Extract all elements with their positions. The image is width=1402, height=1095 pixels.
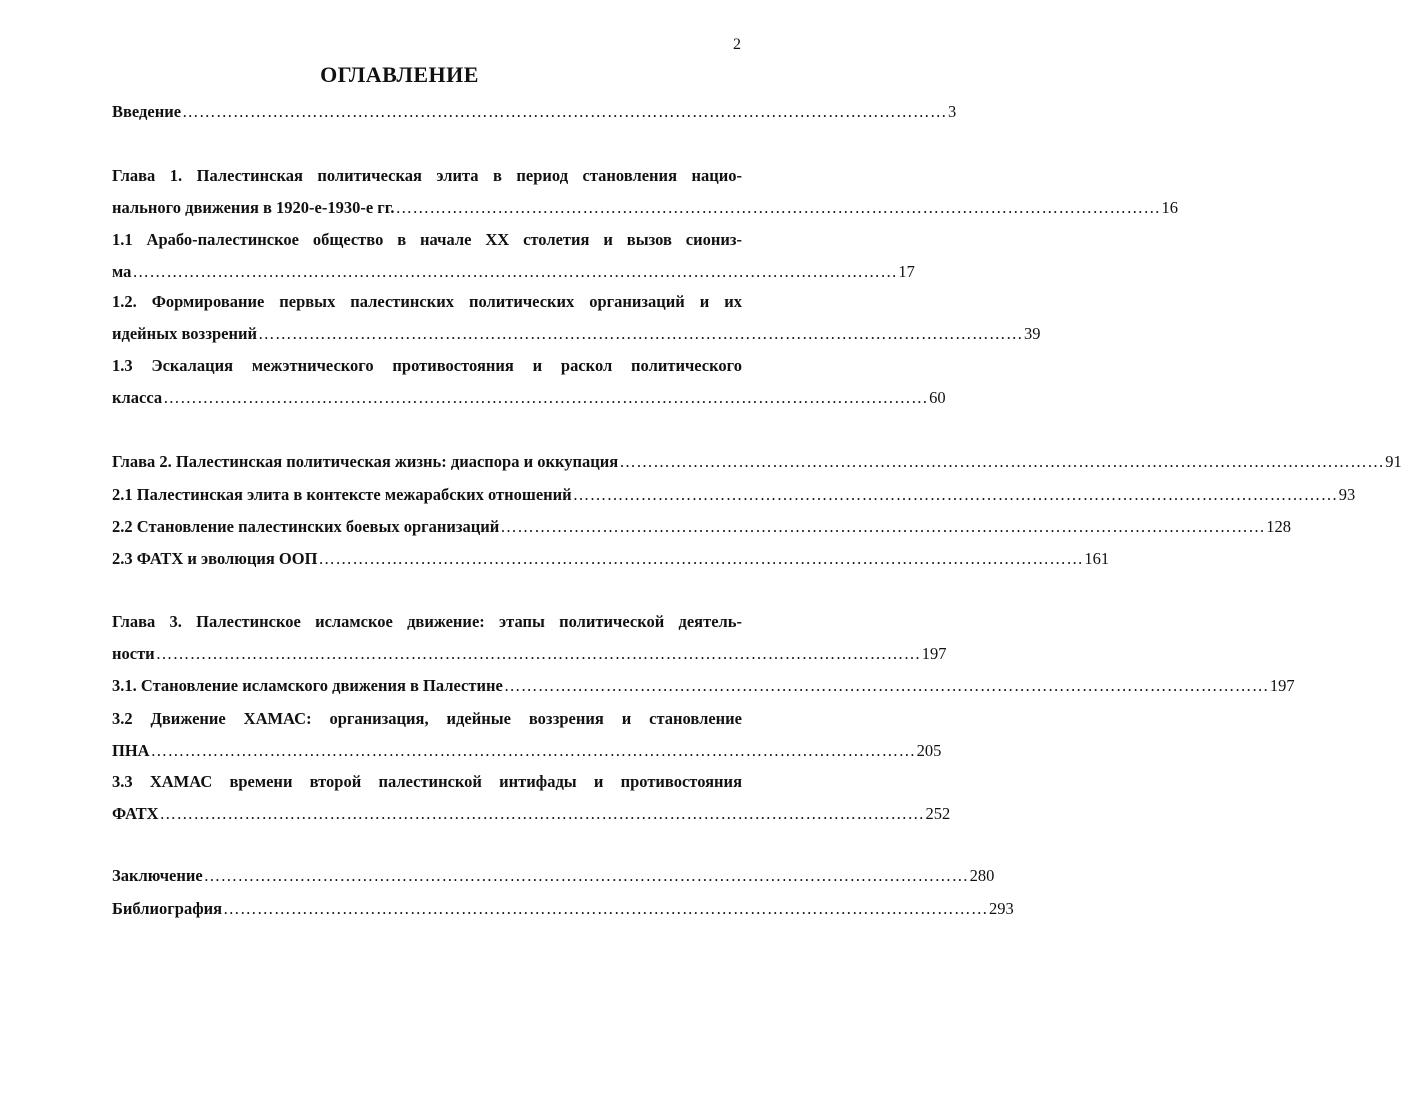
leader-dots: ……………………………………………………………………………………………………………………… — [150, 741, 916, 760]
toc-entry-text: класса — [112, 388, 163, 407]
toc-entry-chapter-3[interactable] — [112, 606, 947, 670]
leader-dots: ……………………………………………………………………………………………………………………… — [619, 452, 1385, 471]
toc-page-number: 280 — [969, 866, 995, 885]
toc-entry-text: Введение — [112, 102, 182, 121]
toc-page-number: 17 — [898, 262, 915, 281]
toc-page-number: 128 — [1266, 517, 1292, 536]
toc-entry-section-1-1[interactable] — [112, 224, 915, 288]
toc-entry-text: 2.3 ФАТХ и эволюция ООП — [112, 549, 318, 568]
toc-entry-text-line1: 1.2. Формирование первых палестинских политических организаций и их — [112, 292, 742, 311]
toc-entry-section-1-3[interactable] — [112, 350, 946, 414]
toc-page-number: 205 — [916, 741, 942, 760]
toc-entry-text: ФАТХ — [112, 804, 159, 823]
leader-dots: ……………………………………………………………………………………………………………………… — [395, 198, 1161, 217]
toc-entry-section-1-2[interactable] — [112, 286, 1041, 350]
leader-dots: ……………………………………………………………………………………………………………………… — [163, 388, 929, 407]
toc-entry-section-2-3[interactable] — [112, 543, 1110, 575]
toc-entry-text: идейных воззрений — [112, 324, 257, 343]
toc-entry-text-line1: Глава 1. Палестинская политическая элита в период становления нацио- — [112, 166, 742, 185]
leader-dots: ……………………………………………………………………………………………………………………… — [182, 102, 948, 121]
toc-entry-introduction[interactable] — [112, 96, 957, 128]
toc-page-number: 161 — [1084, 549, 1110, 568]
toc-page-number: 93 — [1338, 485, 1356, 504]
leader-dots: ……………………………………………………………………………………………………………………… — [223, 899, 989, 918]
toc-entry-text-line1: 1.3 Эскалация межэтнического противостояния и раскол политического — [112, 356, 742, 375]
toc-entry-text-line1: 1.1 Арабо-палестинское общество в начале XX столетия и вызов сиониз- — [112, 230, 742, 249]
toc-page-number: 39 — [1023, 324, 1041, 343]
leader-dots: ……………………………………………………………………………………………………………………… — [257, 324, 1023, 343]
toc-entry-bibliography[interactable] — [112, 893, 1014, 925]
toc-entry-text: ма — [112, 262, 132, 281]
toc-page-number: 293 — [989, 899, 1014, 918]
page-number: 2 — [733, 36, 741, 53]
toc-entry-text: 2.1 Палестинская элита в контексте межарабских отношений — [112, 485, 572, 504]
leader-dots: ……………………………………………………………………………………………………………………… — [572, 485, 1338, 504]
leader-dots: ……………………………………………………………………………………………………………………… — [503, 676, 1269, 695]
leader-dots: ……………………………………………………………………………………………………………………… — [132, 262, 898, 281]
toc-entry-chapter-1[interactable] — [112, 160, 1179, 224]
toc-page-number: 197 — [921, 644, 947, 663]
toc-page-number: 197 — [1269, 676, 1295, 695]
toc-page-number: 60 — [929, 388, 946, 407]
leader-dots: ……………………………………………………………………………………………………………………… — [318, 549, 1084, 568]
toc-entry-section-3-2[interactable] — [112, 703, 942, 767]
toc-entry-text-line1: 3.3 ХАМАС времени второй палестинской интифады и противостояния — [112, 772, 742, 791]
toc-page-number: 3 — [948, 102, 957, 121]
toc-entry-text: 3.1. Становление исламского движения в Палестине — [112, 676, 503, 695]
leader-dots: ……………………………………………………………………………………………………………………… — [500, 517, 1266, 536]
toc-entry-text-line1: Глава 3. Палестинское исламское движение: этапы политической деятель- — [112, 612, 742, 631]
toc-entry-section-2-2[interactable] — [112, 511, 1292, 543]
leader-dots: ……………………………………………………………………………………………………………………… — [203, 866, 969, 885]
toc-entry-text: Библиография — [112, 899, 223, 918]
leader-dots: ……………………………………………………………………………………………………………………… — [155, 644, 921, 663]
toc-entry-text: нального движения в 1920-е-1930-е гг. — [112, 198, 395, 217]
toc-page-number: 16 — [1161, 198, 1179, 217]
toc-entry-section-3-1[interactable] — [112, 670, 1295, 702]
toc-entry-section-3-3[interactable] — [112, 766, 951, 830]
toc-entry-text: Заключение — [112, 866, 203, 885]
toc-entry-chapter-2[interactable] — [112, 446, 1402, 478]
toc-page-number: 252 — [925, 804, 951, 823]
toc-entry-text: 2.2 Становление палестинских боевых организаций — [112, 517, 500, 536]
toc-entry-text-line1: 3.2 Движение ХАМАС: организация, идейные воззрения и становление — [112, 709, 742, 728]
toc-entry-text: ности — [112, 644, 155, 663]
toc-entry-conclusion[interactable] — [112, 860, 995, 892]
toc-entry-section-2-1[interactable] — [112, 479, 1356, 511]
leader-dots: ……………………………………………………………………………………………………………………… — [159, 804, 925, 823]
toc-entry-text: ПНА — [112, 741, 150, 760]
toc-entry-text: Глава 2. Палестинская политическая жизнь: диаспора и оккупация — [112, 452, 619, 471]
page-title: ОГЛАВЛЕНИЕ — [320, 62, 479, 87]
toc-page-number: 91 — [1385, 452, 1402, 471]
